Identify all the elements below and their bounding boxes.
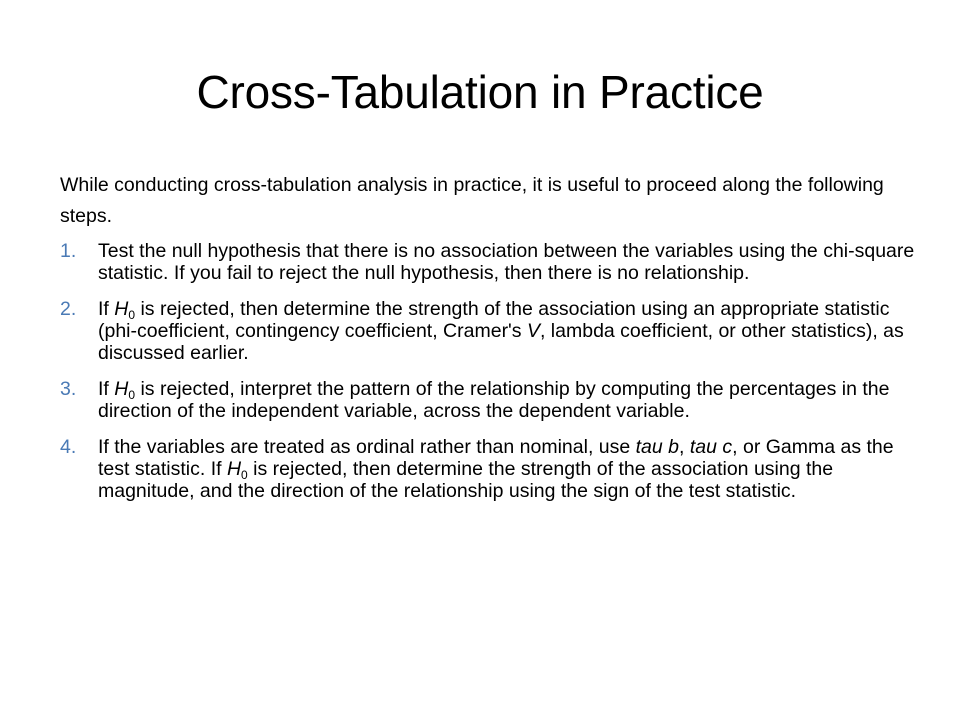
slide-title: Cross-Tabulation in Practice [196, 66, 764, 118]
text-fragment: is rejected, then determine the strength of the association using the magnitude, and the direction of the relationship using the sign of the test statistic. [98, 458, 834, 502]
text-fragment: If [98, 298, 115, 320]
step-text: Test the null hypothesis that there is no association between the variables using the chi-square statistic. If you fail to reject the null hypothesis, then there is no relationship. [98, 240, 915, 284]
italic-term: V [526, 320, 540, 342]
step-number: 3. [60, 378, 77, 400]
hypothesis-symbol: H [114, 298, 129, 320]
list-item-step-1 [60, 240, 915, 284]
step-text [98, 378, 915, 422]
slide-body [60, 170, 915, 516]
text-fragment: , [679, 436, 690, 458]
step-number: 4. [60, 436, 77, 458]
italic-term: tau b [635, 436, 680, 458]
step-number: 2. [60, 298, 77, 320]
hypothesis-symbol: H [226, 458, 242, 480]
intro-paragraph: While conducting cross-tabulation analysis in practice, it is useful to proceed along the following steps. [60, 174, 884, 227]
hypothesis-symbol: H [114, 378, 129, 400]
list-item-step-4 [60, 436, 915, 502]
text-fragment: If the variables are treated as ordinal rather than nominal, use [98, 436, 636, 458]
step-text [98, 436, 915, 502]
step-number: 1. [60, 240, 77, 262]
text-fragment: is rejected, interpret the pattern of the relationship by computing the percentages in the direction of the independent variable, across the dependent variable. [98, 378, 890, 422]
text-fragment: , or Gamma as the test statistic. If [98, 436, 894, 480]
text-fragment: is rejected, then determine the strength of the association using an appropriate statistic (phi-coefficient, contingency coefficient, Cramer's [98, 298, 890, 342]
hypothesis-subscript: 0 [128, 388, 136, 402]
list-item-step-3 [60, 378, 915, 422]
list-item-step-2 [60, 298, 915, 364]
hypothesis-subscript: 0 [241, 468, 248, 482]
italic-term: tau c [689, 436, 733, 458]
hypothesis-subscript: 0 [128, 308, 136, 322]
step-text [98, 298, 915, 364]
steps-list [60, 240, 915, 502]
text-fragment: If [98, 378, 115, 400]
text-fragment: , lambda coefficient, or other statistics), as discussed earlier. [98, 320, 904, 364]
